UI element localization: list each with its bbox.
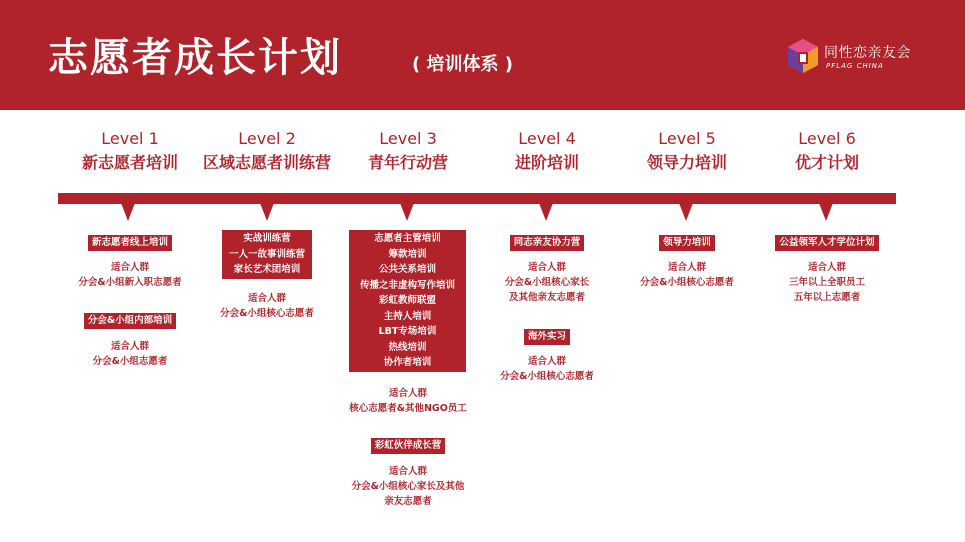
level-4-heading: [477, 128, 617, 176]
program-item: 实战训练营: [243, 233, 291, 244]
program-item: 筹款培训: [388, 248, 427, 260]
audience-title: 适合人群: [667, 262, 706, 273]
level-number: Level 1: [101, 129, 159, 148]
level-6-details: [752, 230, 902, 315]
program-item: 主持人培训: [383, 310, 432, 322]
level-name: 新志愿者培训: [81, 153, 178, 172]
level-number: Level 6: [798, 129, 856, 148]
program-item: 传播之非虚构写作培训: [359, 279, 455, 291]
audience-title: 适合人群: [110, 341, 149, 352]
program-tag: 同志亲友协力营: [510, 235, 585, 251]
audience-text: 分会&小组新入职志愿者: [78, 277, 182, 288]
audience-text: 核心志愿者&其他NGO员工: [349, 403, 467, 414]
program-item: 志愿者主管培训: [374, 233, 441, 244]
program-item: LBT专场培训: [378, 326, 437, 337]
level-3-details: [328, 230, 488, 520]
audience-text: 分会&小组核心家长及其他: [351, 481, 465, 492]
pflag-logo-icon: [786, 38, 820, 74]
audience-title: 适合人群: [388, 388, 427, 399]
level-number: Level 2: [238, 129, 296, 148]
timeline-pointer-6: [819, 203, 833, 221]
audience-text: 及其他亲友志愿者: [508, 292, 585, 303]
program-tag: 分会&小组内部培训: [84, 313, 176, 329]
level-number: Level 3: [379, 129, 437, 148]
program-item: 彩虹教师联盟: [378, 295, 436, 306]
level-5-details: [617, 230, 757, 300]
page-subtitle: ( 培训体系 ): [412, 54, 513, 75]
program-tag: 公益领军人才学位计划: [775, 235, 878, 251]
audience-title: 适合人群: [807, 262, 846, 273]
timeline-pointer-5: [679, 203, 693, 221]
level-number: Level 5: [658, 129, 716, 148]
audience-text: 五年以上志愿者: [793, 292, 861, 303]
level-name: 区域志愿者训练营: [202, 153, 331, 172]
level-2-details: [197, 230, 337, 330]
level-name: 青年行动营: [367, 153, 448, 172]
level-2-heading: [197, 128, 337, 176]
level-name: 进阶培训: [514, 153, 579, 172]
level-1-heading: [60, 128, 200, 176]
program-list-box: [349, 230, 466, 372]
logo-chinese-text: 同性恋亲友会: [824, 45, 911, 61]
audience-text: 分会&小组核心志愿者: [640, 277, 734, 288]
level-name: 领导力培训: [646, 153, 727, 172]
level-number: Level 4: [518, 129, 576, 148]
timeline-bar: [58, 193, 896, 204]
program-item: 一人一故事训练营: [228, 248, 305, 260]
program-tag: 领导力培训: [659, 235, 715, 251]
audience-title: 适合人群: [527, 262, 566, 273]
audience-title: 适合人群: [527, 356, 566, 367]
program-tag: 彩虹伙伴成长营: [371, 438, 446, 454]
level-5-heading: [617, 128, 757, 176]
timeline-pointer-1: [121, 203, 135, 221]
audience-text: 亲友志愿者: [384, 496, 432, 507]
timeline-pointer-2: [260, 203, 274, 221]
program-tag: 新志愿者线上培训: [88, 235, 172, 251]
audience-text: 分会&小组核心家长: [504, 277, 590, 288]
level-4-details: [477, 230, 617, 390]
audience-text: 三年以上全职员工: [788, 277, 865, 288]
level-6-heading: [757, 128, 897, 176]
program-item: 公共关系培训: [378, 264, 436, 275]
logo-english-text: PFLAG CHINA: [826, 62, 884, 70]
program-item: 协作者培训: [383, 357, 432, 368]
audience-title: 适合人群: [247, 293, 286, 304]
program-item: 热线培训: [388, 341, 427, 353]
page-title: 志愿者成长计划: [48, 35, 342, 81]
audience-title: 适合人群: [388, 466, 427, 477]
level-name: 优才计划: [794, 153, 859, 172]
program-tag: 海外实习: [524, 329, 570, 345]
header-banner: [0, 0, 965, 110]
program-list-box: [222, 230, 312, 279]
level-3-heading: [338, 128, 478, 176]
audience-text: 分会&小组核心志愿者: [220, 308, 314, 319]
level-1-details: [60, 230, 200, 380]
timeline-pointer-3: [400, 203, 414, 221]
pflag-logo: [786, 38, 916, 78]
program-item: 家长艺术团培训: [233, 264, 301, 275]
audience-text: 分会&小组核心志愿者: [500, 371, 594, 382]
timeline-pointer-4: [539, 203, 553, 221]
audience-text: 分会&小组志愿者: [92, 356, 168, 367]
audience-title: 适合人群: [110, 262, 149, 273]
